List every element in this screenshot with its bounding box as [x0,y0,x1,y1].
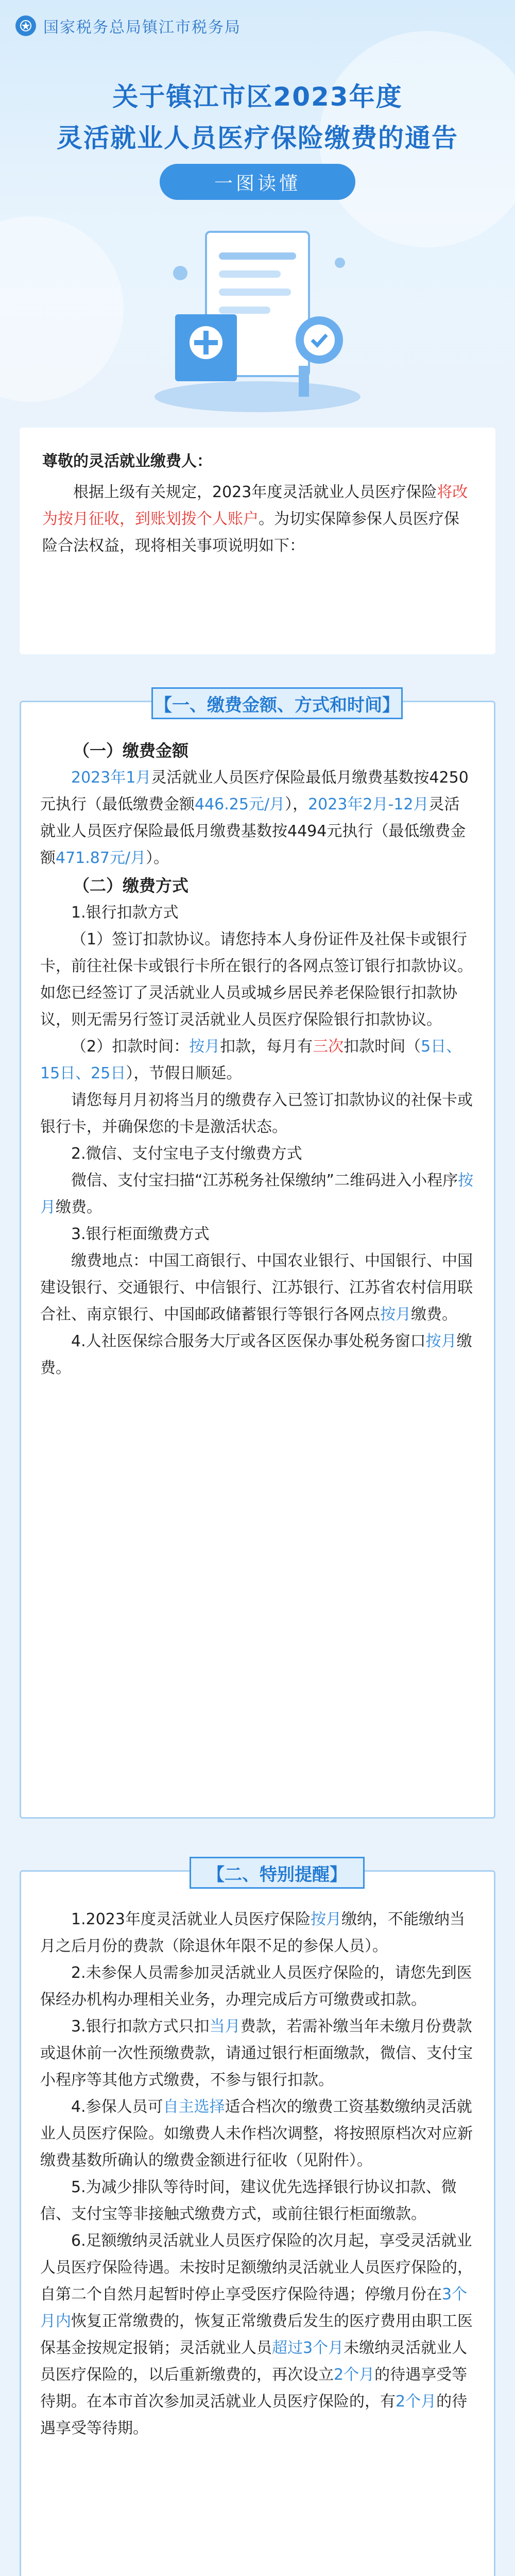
method-text: ），节假日顺延。 [126,1064,242,1082]
amount-text: ）， [285,795,308,814]
method-text: 按月 [189,1038,220,1056]
hero-banner [0,0,515,422]
method-text: 缴费。 [56,1198,102,1216]
reminder-text: 当月 [209,2018,241,2036]
intro-text: 。为切实保障参保人员医疗保险合法权益，现将相关事项说明如下： [42,510,459,555]
reminder-text: 的待遇享受等待期。在本市首次参加灵活就业人员医疗保险的，有 [40,2366,468,2411]
method-text: 微信、支付宝扫描“江苏税务社保缴纳”二维码进入小程序 [71,1172,458,1190]
method-text: 缴费地点：中国工商银行、中国农业银行、中国银行、中国建设银行、交通银行、中信银行、江苏银行、江苏省农村信用联合社、南京银行、中国邮政储蓄银行等银行各网点 [40,1252,473,1324]
method3-title: 3.银行柜面缴费方式 [71,1225,210,1243]
method-text: 按月 [425,1332,457,1350]
reminder-text: 费款，若需补缴当年未缴月份费款或退休前一次性预缴费款，请通过银行柜面缴款，微信、支付宝小程序等其他方式缴费，不参与银行扣款。 [40,2018,473,2089]
method-text: 缴费。 [411,1306,457,1324]
reminder-1 [40,1906,475,1960]
subheading-method: （二）缴费方式 [73,876,189,895]
intro-card [20,428,495,654]
amount-text: 446.25元/月 [195,795,285,814]
method-text: 三次 [313,1038,344,1056]
reminder-text: 2个月 [334,2366,375,2384]
method1-para1: （1）签订扣款协议。请您持本人身份证件及社保卡或银行卡，前往社保卡或银行卡所在银行的各网点签订银行扣款协议。如您已经签订了灵活就业人员或城乡居民养老保险银行扣款协议，则无需另行签订灵活就业人员医疗保险银行扣款协议。 [40,930,473,1029]
reminder-text: 1.2023年度灵活就业人员医疗保险 [71,1910,311,1928]
reminder-text: 缴纳，不能缴纳当月之后月份的费款（除退休年限不足的参保人员）。 [40,1910,465,1955]
method1-title: 1.银行扣款方式 [71,904,179,922]
method-text: 缴费。 [40,1332,472,1377]
agency-header [15,14,241,37]
reminder-2: 2.未参保人员需参加灵活就业人员医疗保险的，请您先到医保经办机构办理相关业务，办理完成后方可缴费或扣款。 [40,1964,472,2009]
reminder-text: 的待遇享受等待期。 [40,2393,468,2437]
amount-text: 2023年2月-12月 [308,795,429,814]
document-illustration-icon [144,211,371,417]
reminder-text: 适合档次的缴费工资基数缴纳灵活就业人员医疗保险。如缴费人未作档次调整，将按照原档次对应新缴费基数所确认的缴费金额进行征收（见附件）。 [40,2098,473,2170]
method2-para [40,1167,475,1221]
reminder-text: 3.银行扣款方式只扣 [71,2018,210,2036]
section-payment [20,694,495,1819]
section-reminders [20,1864,495,2576]
reminder-text: 4.参保人员可 [71,2098,163,2116]
method4-para [40,1328,475,1382]
method1-para3: 请您每月月初将当月的缴费存入已签订扣款协议的社保卡或银行卡，并确保您的卡是激活状态。 [40,1091,473,1136]
read-guide-badge: 一图读懂 [160,164,355,200]
reminder-6 [40,2228,475,2442]
method-text: 按月 [40,1172,474,1216]
amount-text: 2023年1月 [71,769,151,787]
method-text: 4.人社医保综合服务大厅或各区医保办事处税务窗口 [71,1332,426,1350]
reminder-text: 3个月内 [40,2285,468,2330]
amount-text: ）。 [146,849,169,867]
reminder-text: 2个月 [396,2393,437,2411]
page-title-line2: 灵活就业人员医疗保险缴费的通告 [57,123,458,153]
reminder-text: 6.足额缴纳灵活就业人员医疗保险的次月起，享受灵活就业人员医疗保险待遇。未按时足额缴纳灵活就业人员医疗保险的，自第二个自然月起暂时停止享受医疗保险待遇；停缴月份在 [40,2232,473,2303]
page-title-line1: 关于镇江市区2023年度 [112,82,403,112]
intro-highlight: 将改为按月征收，到账划拨个人账户 [42,483,468,528]
intro-paragraph [42,479,473,560]
amount-paragraph [40,765,475,872]
reminder-4 [40,2094,475,2174]
reminder-text: 超过3个月 [272,2339,344,2357]
method-text: 扣款时间（ [344,1038,421,1056]
agency-name: 国家税务总局镇江市税务局 [43,19,241,37]
method-text: 扣款，每月有 [220,1038,313,1056]
subheading-amount: （一）缴费金额 [73,741,189,760]
method-text: （2）扣款时间： [71,1038,190,1056]
reminder-text: 未缴纳灵活就业人员医疗保险的，以后重新缴费的，再次设立 [40,2339,468,2384]
intro-text: 根据上级有关规定，2023年度灵活就业人员医疗保险 [73,483,437,501]
reminder-5: 5.为减少排队等待时间，建议优先选择银行协议扣款、微信、支付宝等非接触式缴费方式，或前往银行柜面缴款。 [40,2178,457,2223]
tax-emblem-icon [15,15,36,36]
method3-para [40,1248,475,1328]
method-text: 按月 [380,1306,411,1324]
method1-para2 [40,1033,475,1087]
greeting: 尊敬的灵活就业缴费人： [42,452,212,470]
reminder-text: 按月 [310,1910,341,1928]
amount-text: 471.87元/月 [56,849,146,867]
amount-text: 灵活就业人员医疗保险最低月缴费基数按4250元执行（最低缴费金额 [40,769,469,814]
method-text: 5日、15日、25日 [40,1038,462,1082]
section2-tab: 【二、特别提醒】 [190,1857,365,1889]
decor-circle [0,216,124,402]
reminder-text: 恢复正常缴费的，恢复正常缴费后发生的医疗费用由职工医保基金按规定报销；灵活就业人员 [40,2312,473,2357]
method2-title: 2.微信、支付宝电子支付缴费方式 [71,1145,302,1163]
reminder-3 [40,2013,475,2094]
reminder-text: 自主选择 [163,2098,225,2116]
section1-tab: 【一、缴费金额、方式和时间】 [151,687,403,719]
amount-text: 灵活就业人员医疗保险最低月缴费基数按4494元执行（最低缴费金额 [40,795,466,867]
